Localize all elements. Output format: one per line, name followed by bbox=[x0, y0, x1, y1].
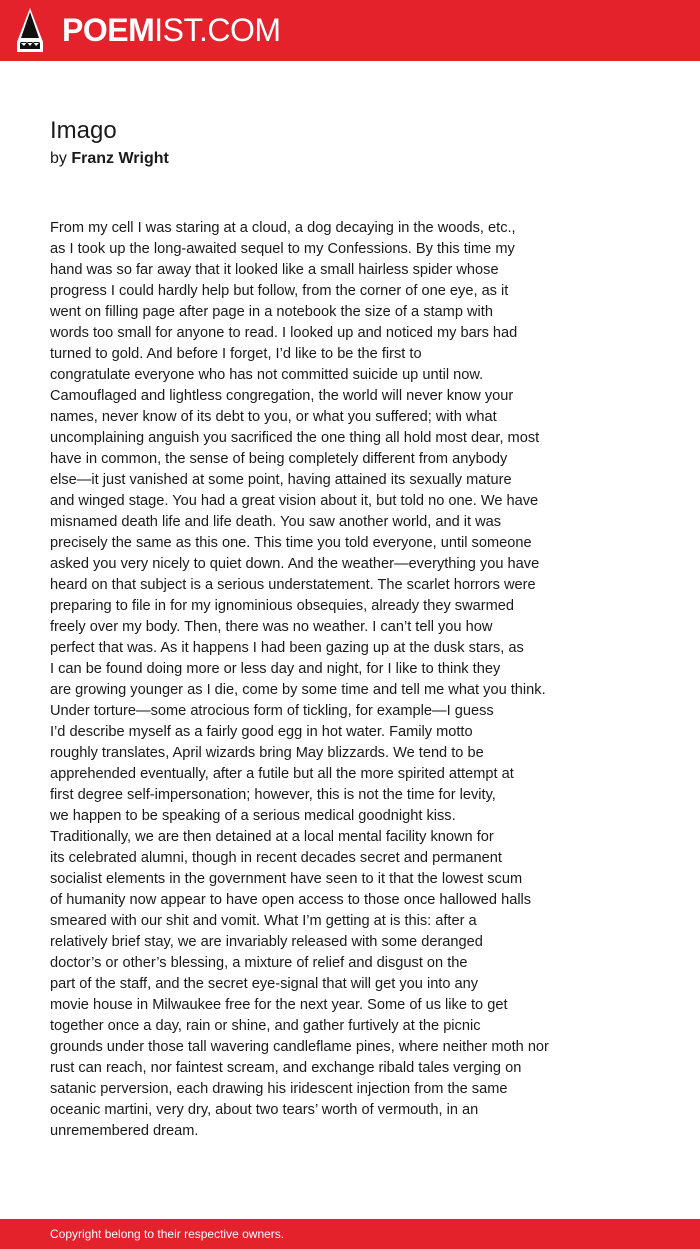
copyright-text: Copyright belong to their respective owners. bbox=[50, 1227, 285, 1241]
poem-line: rust can reach, nor faintest scream, and exchange ribald tales verging on bbox=[50, 1060, 522, 1076]
poem-line: asked you very nicely to quiet down. And the weather—everything you have bbox=[50, 556, 540, 572]
poem-line: Traditionally, we are then detained at a local mental facility known for bbox=[50, 829, 494, 845]
poem-line: relatively brief stay, we are invariably released with some deranged bbox=[50, 934, 483, 950]
poem-line: of humanity now appear to have open access to those once hallowed halls bbox=[50, 892, 532, 908]
poem-line: satanic perversion, each drawing his iridescent injection from the same bbox=[50, 1081, 508, 1097]
poem-line: unremembered dream. bbox=[50, 1123, 199, 1139]
poem-line: went on filling page after page in a notebook the size of a stamp with bbox=[50, 304, 493, 320]
poem-line: doctor’s or other’s blessing, a mixture of relief and disgust on the bbox=[50, 955, 468, 971]
poem-body bbox=[50, 218, 610, 1142]
poem-line: have in common, the sense of being completely different from anybody bbox=[50, 451, 508, 467]
poem-line: its celebrated alumni, though in recent decades secret and permanent bbox=[50, 850, 502, 866]
site-header bbox=[0, 0, 700, 61]
poem-line: words too small for anyone to read. I looked up and noticed my bars had bbox=[50, 325, 518, 341]
poem-line: together once a day, rain or shine, and gather furtively at the picnic bbox=[50, 1018, 481, 1034]
poem-line: roughly translates, April wizards bring May blizzards. We tend to be bbox=[50, 745, 484, 761]
poem-line: else—it just vanished at some point, having attained its sexually mature bbox=[50, 472, 512, 488]
poem-line: precisely the same as this one. This time you told everyone, until someone bbox=[50, 535, 532, 551]
poem-line: and winged stage. You had a great vision about it, but told no one. We have bbox=[50, 493, 539, 509]
poem-line: preparing to file in for my ignominious obsequies, already they swarmed bbox=[50, 598, 514, 614]
site-logo[interactable] bbox=[62, 11, 281, 49]
poem-line: apprehended eventually, after a futile but all the more spirited attempt at bbox=[50, 766, 514, 782]
poem-line: movie house in Milwaukee free for the next year. Some of us like to get bbox=[50, 997, 508, 1013]
poem-line: socialist elements in the government have seen to it that the lowest scum bbox=[50, 871, 523, 887]
poem-line: turned to gold. And before I forget, I’d like to be the first to bbox=[50, 346, 422, 362]
poem-line: first degree self-impersonation; however, this is not the time for levity, bbox=[50, 787, 496, 803]
poem-line: heard on that subject is a serious understatement. The scarlet horrors were bbox=[50, 577, 536, 593]
poem-line: I’d describe myself as a fairly good egg in hot water. Family motto bbox=[50, 724, 473, 740]
poem-line: as I took up the long-awaited sequel to my Confessions. By this time my bbox=[50, 241, 515, 257]
poem-title: Imago bbox=[50, 117, 117, 144]
poem-line: smeared with our shit and vomit. What I’m getting at is this: after a bbox=[50, 913, 477, 929]
poem-line: oceanic martini, very dry, about two tears’ worth of vermouth, in an bbox=[50, 1102, 479, 1118]
poem-line: names, never know of its debt to you, or what you suffered; with what bbox=[50, 409, 497, 425]
poem-line: we happen to be speaking of a serious medical goodnight kiss. bbox=[50, 808, 456, 824]
poem-line: hand was so far away that it looked like a small hairless spider whose bbox=[50, 262, 499, 278]
poem-line: misnamed death life and life death. You saw another world, and it was bbox=[50, 514, 502, 530]
poem-line: I can be found doing more or less day and night, for I like to think they bbox=[50, 661, 501, 677]
site-footer bbox=[0, 1219, 700, 1249]
poem-line: uncomplaining anguish you sacrificed the one thing all hold most dear, most bbox=[50, 430, 540, 446]
poem-line: Under torture—some atrocious form of tickling, for example—I guess bbox=[50, 703, 494, 719]
poem-byline bbox=[50, 149, 169, 169]
poem-line: grounds under those tall wavering candleflame pines, where neither moth nor bbox=[50, 1039, 549, 1055]
poem-line: From my cell I was staring at a cloud, a dog decaying in the woods, etc., bbox=[50, 220, 516, 236]
byline-label: by bbox=[50, 150, 67, 167]
poem-author: Franz Wright bbox=[71, 150, 169, 167]
poem-line: congratulate everyone who has not committed suicide up until now. bbox=[50, 367, 484, 383]
poem-line: freely over my body. Then, there was no weather. I can’t tell you how bbox=[50, 619, 493, 635]
poem-line: perfect that was. As it happens I had been gazing up at the dusk stars, as bbox=[50, 640, 524, 656]
logo-brand-thin: IST.COM bbox=[154, 12, 281, 48]
poem-line: are growing younger as I die, come by some time and tell me what you think. bbox=[50, 682, 546, 698]
poem-line: progress I could hardly help but follow, from the corner of one eye, as it bbox=[50, 283, 509, 299]
poem-line: part of the staff, and the secret eye-signal that will get you into any bbox=[50, 976, 479, 992]
pencil-icon bbox=[17, 8, 43, 52]
logo-brand-bold: POEM bbox=[62, 12, 155, 48]
poem-line: Camouflaged and lightless congregation, the world will never know your bbox=[50, 388, 514, 404]
